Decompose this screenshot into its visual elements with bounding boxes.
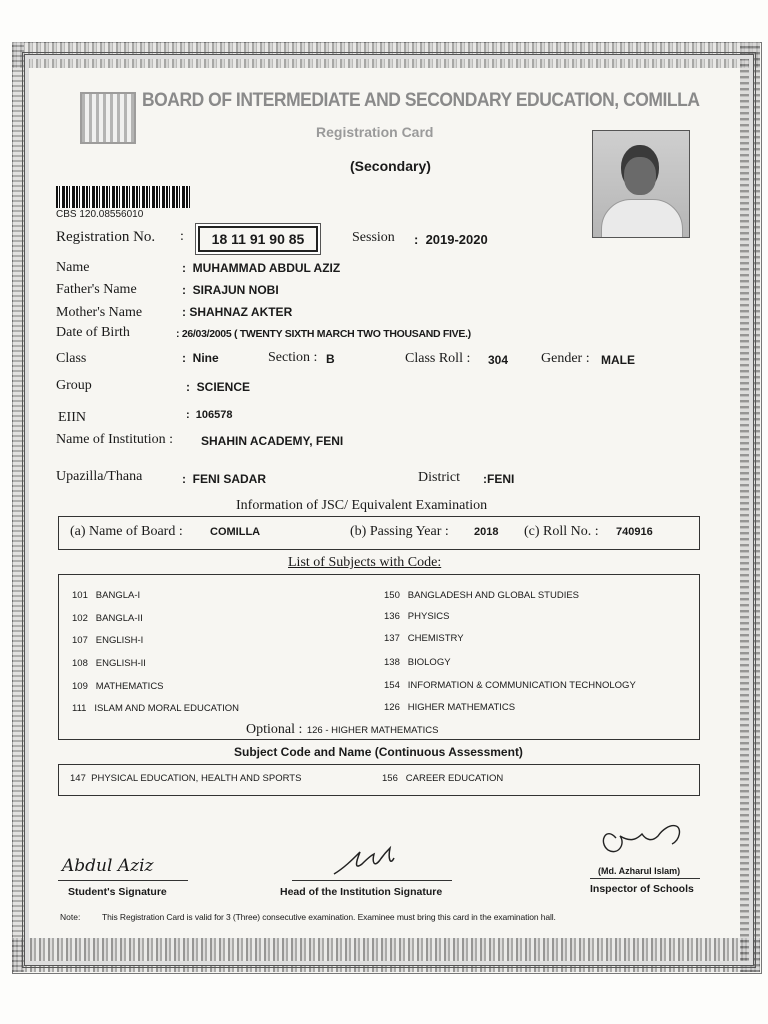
continuous-item-0: 147 PHYSICAL EDUCATION, HEALTH AND SPORTS [70,773,302,784]
group-label: Group [56,378,92,393]
subject-right-2: 137 CHEMISTRY [384,633,464,644]
subjects-heading: List of Subjects with Code: [288,555,442,570]
registration-label: Registration No. [56,229,156,245]
inspector-label: Inspector of Schools [590,883,694,895]
inspector-signature-line [590,878,700,879]
barcode [56,186,190,208]
student-signature: Abdul Aziz [62,856,154,876]
inspector-signature [596,818,688,862]
upazilla-value: FENI SADAR [192,472,267,486]
jsc-heading: Information of JSC/ Equivalent Examination [236,498,488,513]
father-name: SIRAJUN NOBI [192,283,279,297]
board-logo-icon [80,92,136,144]
mother-value-wrap: : SHAHNAZ AKTER [182,305,293,319]
gender-label: Gender : [541,351,590,366]
section-label: Section : [268,350,318,365]
head-signature-line [292,880,452,881]
subject-right-1: 136 PHYSICS [384,611,450,622]
dob-label: Date of Birth [56,325,130,340]
subject-right-5: 126 HIGHER MATHEMATICS [384,702,516,713]
name-value-wrap: : MUHAMMAD ABDUL AZIZ [182,261,341,275]
class-roll: 304 [488,353,509,367]
note-text: This Registration Card is valid for 3 (Three) consecutive examination. Examinee must bring this card in the examination hall. [102,912,556,922]
jsc-roll-label: (c) Roll No. : [524,524,599,539]
mother-label: Mother's Name [56,305,143,320]
section-value: B [326,352,335,366]
student-photo [592,130,690,238]
continuous-item-1: 156 CAREER EDUCATION [382,773,504,784]
class-label: Class [56,351,87,366]
jsc-year-label: (b) Passing Year : [350,524,449,539]
upazilla-label: Upazilla/Thana [56,469,143,484]
student-signature-label: Student's Signature [68,886,167,898]
date-of-birth: 26/03/2005 ( TWENTY SIXTH MARCH TWO THOUSAND FIVE.) [181,328,471,340]
institution-label: Name of Institution : [56,432,174,447]
name-label: Name [56,260,90,275]
colon: : [180,229,184,244]
subject-left-2: 107 ENGLISH-I [72,635,144,646]
inspector-name: (Md. Azharul Islam) [598,866,681,876]
board-title: BOARD OF INTERMEDIATE AND SECONDARY EDUCATION, COMILLA [142,90,700,111]
eiin-value: 106578 [195,409,233,421]
jsc-year: 2018 [474,526,499,538]
gender-value: MALE [601,353,635,367]
subject-right-4: 154 INFORMATION & COMMUNICATION TECHNOLOGY [384,680,636,691]
level-label: (Secondary) [350,158,431,174]
optional-subject: Optional : 126 - HIGHER MATHEMATICS [246,722,439,737]
head-signature [330,842,410,880]
upazilla-value-wrap: : FENI SADAR [182,472,267,486]
father-value-wrap: : SIRAJUN NOBI [182,283,279,297]
session-value-wrap: : 2019-2020 [414,232,488,247]
subject-left-1: 102 BANGLA-II [72,613,143,624]
subject-left-4: 109 MATHEMATICS [72,681,164,692]
student-name: MUHAMMAD ABDUL AZIZ [192,261,341,275]
session-label: Session [352,230,395,245]
barcode-text: CBS 120.08556010 [56,209,144,220]
roll-label: Class Roll : [405,351,471,366]
mother-name: SHAHNAZ AKTER [189,305,293,319]
card-title: Registration Card [316,124,434,140]
group-value-wrap: : SCIENCE [186,380,251,394]
dob-value-wrap: : 26/03/2005 ( TWENTY SIXTH MARCH TWO THOUSAND FIVE.) [176,328,471,340]
note-label: Note: [60,912,81,922]
subjects-box [58,574,700,740]
continuous-heading: Subject Code and Name (Continuous Assessment) [234,745,523,759]
eiin-value-wrap: : 106578 [186,409,233,421]
institution-name: SHAHIN ACADEMY, FENI [201,434,344,448]
district-value-wrap: :FENI [483,472,515,486]
class-value-wrap: : Nine [182,351,219,365]
subject-left-3: 108 ENGLISH-II [72,658,146,669]
subject-left-0: 101 BANGLA-I [72,590,141,601]
group-value: SCIENCE [196,380,251,394]
class-value: Nine [192,351,219,365]
district-label: District [418,470,460,485]
subject-left-5: 111 ISLAM AND MORAL EDUCATION [72,703,240,714]
registration-number: 18 11 91 90 85 [198,226,318,252]
jsc-roll: 740916 [616,526,653,538]
head-signature-label: Head of the Institution Signature [280,886,443,898]
student-signature-line [58,880,188,881]
jsc-board: COMILLA [210,526,261,538]
district-value: FENI [487,472,515,486]
session-value: 2019-2020 [425,232,488,247]
subject-right-3: 138 BIOLOGY [384,657,451,668]
subject-right-0: 150 BANGLADESH AND GLOBAL STUDIES [384,590,580,601]
eiin-label: EIIN [58,410,86,425]
jsc-board-label: (a) Name of Board : [70,524,183,539]
father-label: Father's Name [56,282,137,297]
